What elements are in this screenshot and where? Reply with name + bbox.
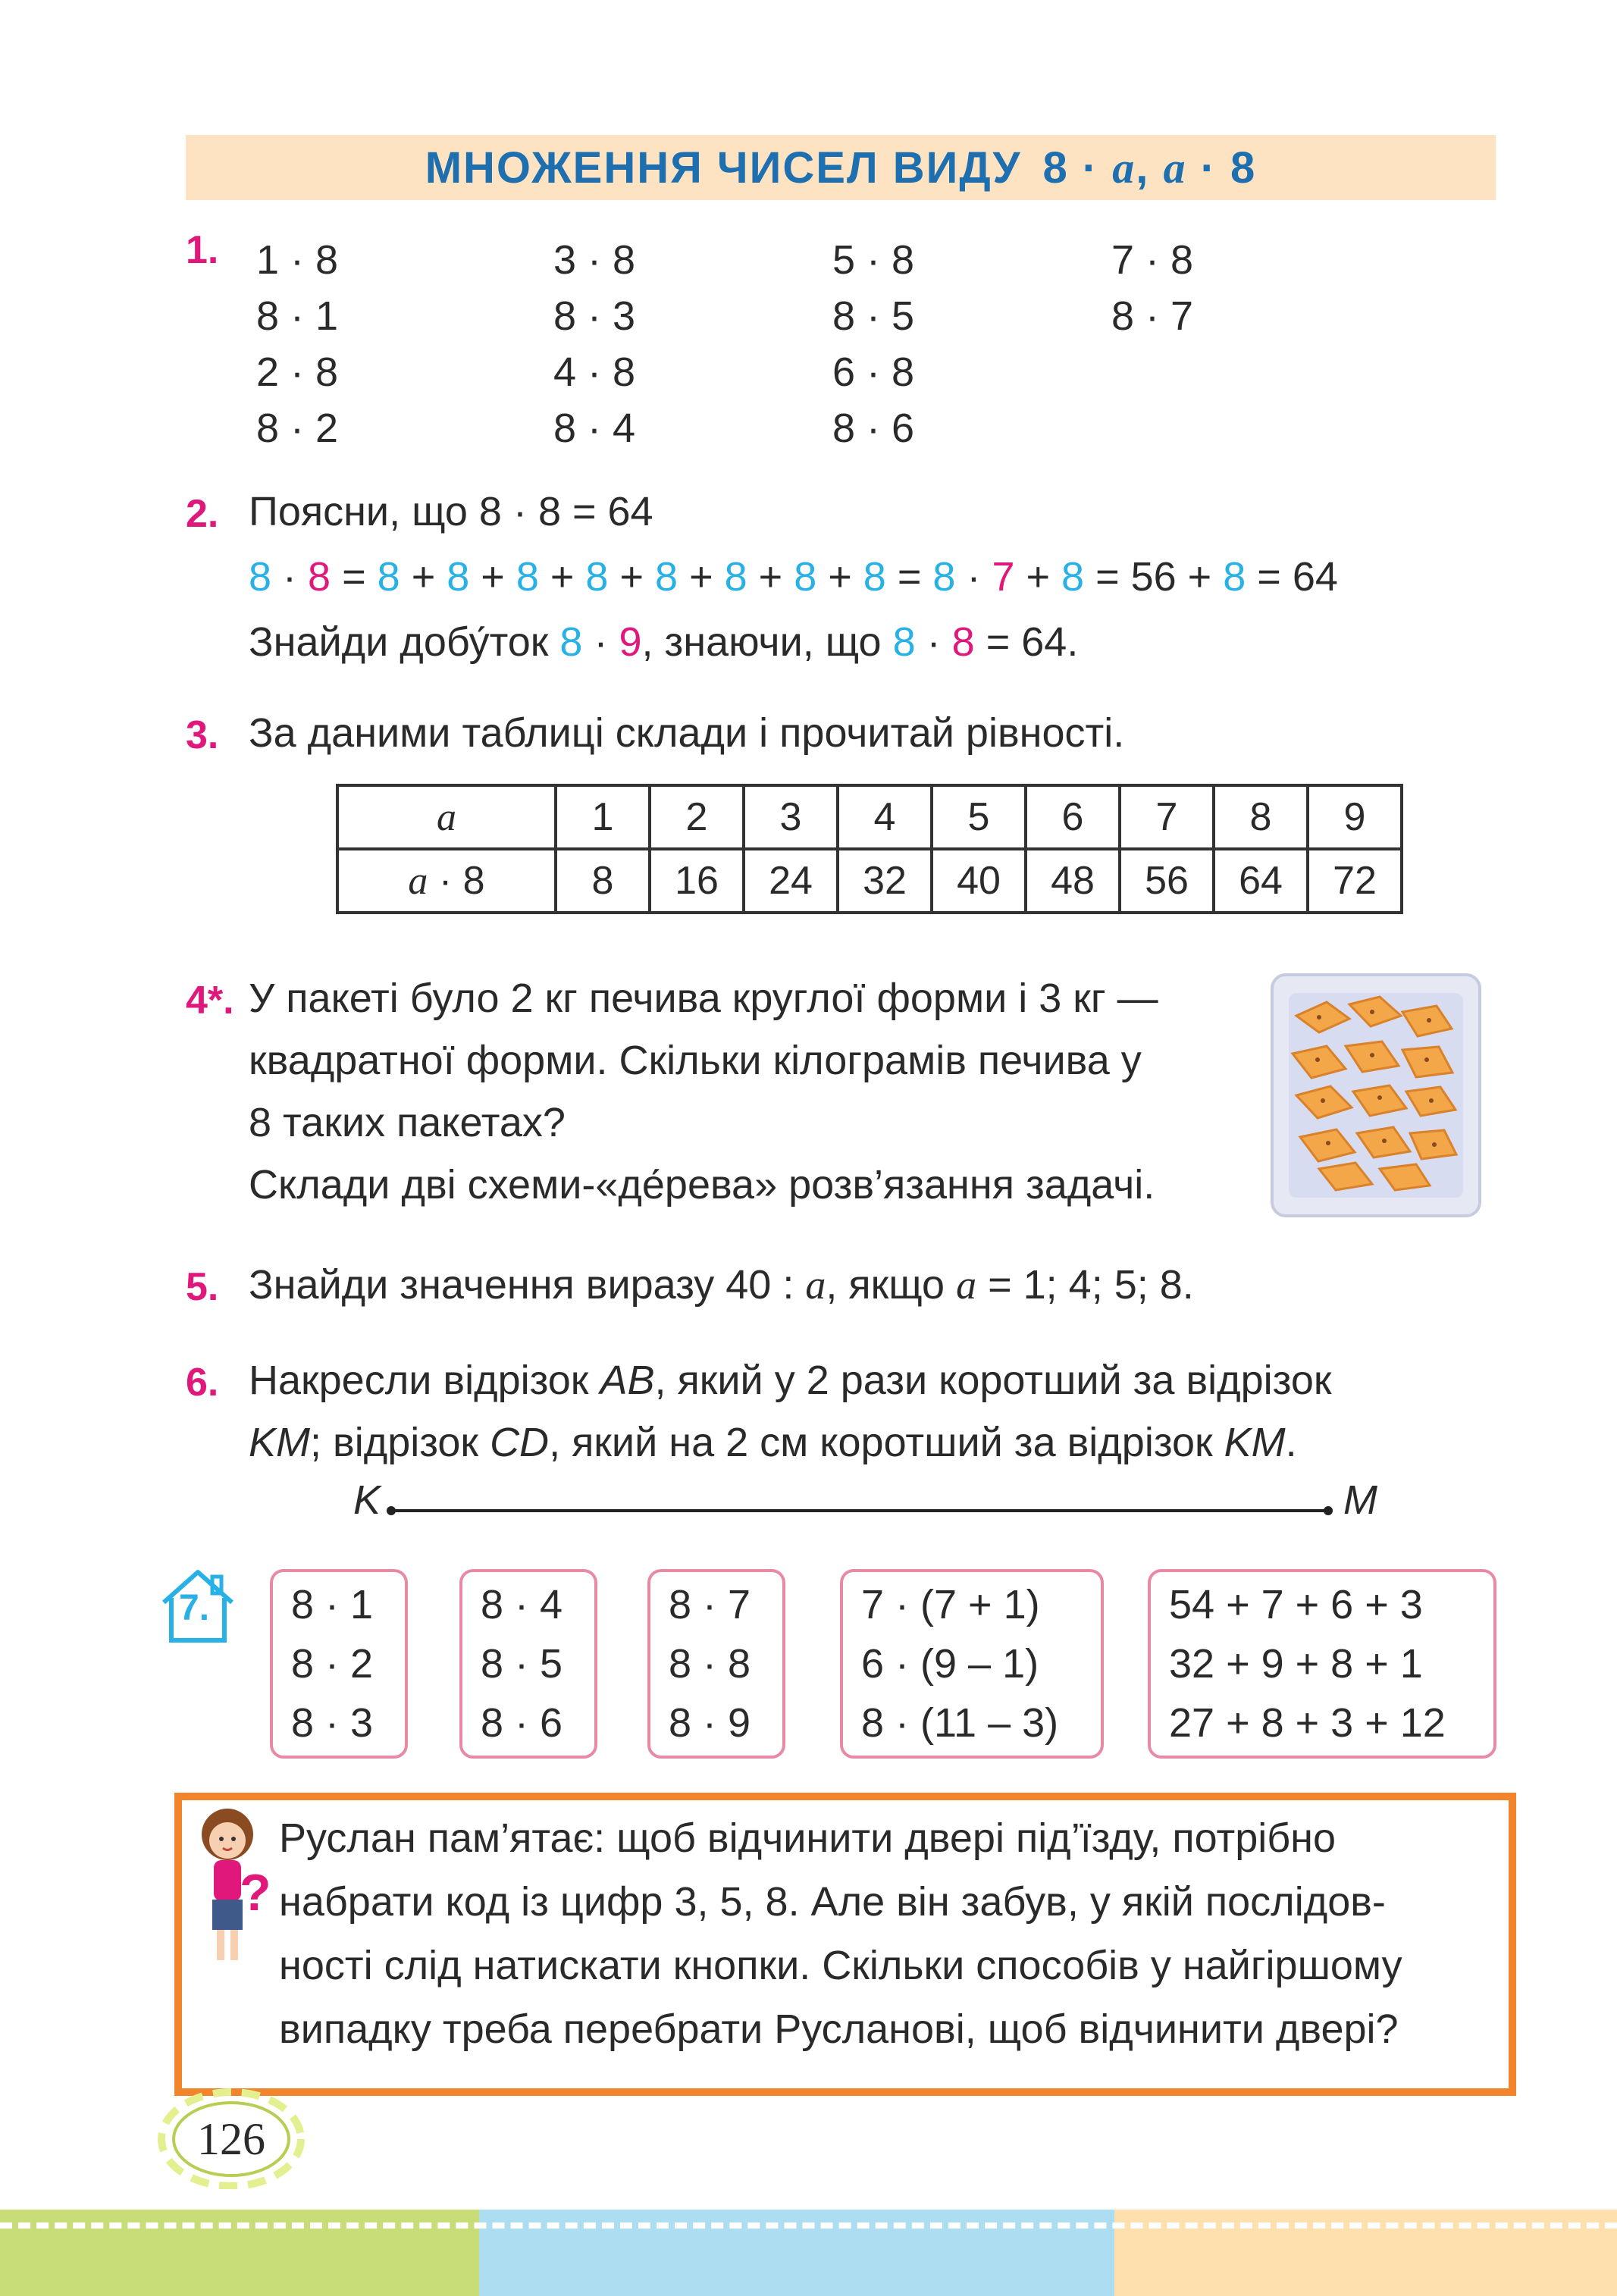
table-row bbox=[337, 849, 1402, 913]
page-number: 126 bbox=[197, 2114, 265, 2164]
exercise-7-expression: 8 · 2 bbox=[291, 1641, 374, 1687]
title-prefix: МНОЖЕННЯ ЧИСЕЛ ВИДУ bbox=[425, 143, 1022, 193]
table-cell-product: 40 bbox=[932, 849, 1026, 913]
exercise-number-6: 6. bbox=[186, 1361, 219, 1405]
exercise-7-box bbox=[647, 1569, 785, 1759]
exercise-number-7: 7. bbox=[179, 1588, 210, 1628]
exercise-7-expression: 8 · 4 bbox=[481, 1582, 563, 1627]
exercise-7-expression: 8 · 8 bbox=[669, 1641, 751, 1687]
page-title bbox=[186, 135, 1496, 200]
exercise-1-expression: 3 · 8 bbox=[553, 237, 636, 283]
table-cell-a: 5 bbox=[932, 785, 1026, 849]
table-cell-product: 48 bbox=[1026, 849, 1120, 913]
table-cell-product: 16 bbox=[650, 849, 744, 913]
svg-text:?: ? bbox=[240, 1864, 271, 1922]
point-k-label: K bbox=[353, 1477, 381, 1523]
exercise-number-4: 4*. bbox=[186, 979, 234, 1023]
exercise-1-expression: 4 · 8 bbox=[553, 349, 636, 395]
exercise-6-line1: Накресли відрізок AB, який у 2 рази коротший за відрізок bbox=[249, 1358, 1332, 1403]
exercise-7-expression: 27 + 8 + 3 + 12 bbox=[1169, 1700, 1446, 1746]
exercise-1-expression: 7 · 8 bbox=[1111, 237, 1194, 283]
exercise-1-expression: 8 · 7 bbox=[1111, 293, 1194, 339]
segment-km bbox=[387, 1505, 1333, 1514]
exercise-7-expression: 54 + 7 + 6 + 3 bbox=[1169, 1582, 1423, 1627]
exercise-4-line2: квадратної форми. Скільки кілограмів печива у bbox=[249, 1038, 1142, 1083]
exercise-4-line1: У пакеті було 2 кг печива круглої форми і 3 кг — bbox=[249, 976, 1158, 1021]
point-m-label: M bbox=[1343, 1477, 1377, 1523]
exercise-5-text: Знайди значення виразу 40 : a, якщо a = 1; 4; 5; 8. bbox=[249, 1262, 1194, 1308]
exercise-2-equation: 8 · 8 = 8 + 8 + 8 + 8 + 8 + 8 + 8 + 8 = 8 · 7 + 8 = 56 + 8 = 64 bbox=[249, 554, 1338, 600]
table-cell-a: 9 bbox=[1308, 785, 1402, 849]
table-cell-product: 8 bbox=[556, 849, 650, 913]
exercise-7-expression: 8 · 6 bbox=[481, 1700, 563, 1746]
exercise-1-expression: 8 · 2 bbox=[256, 406, 339, 451]
exercise-7-expression: 8 · 3 bbox=[291, 1700, 374, 1746]
exercise-3-text: За даними таблиці склади і прочитай рівності. bbox=[249, 710, 1125, 756]
exercise-6-line2: KM; відрізок CD, який на 2 см коротший за відрізок KM. bbox=[249, 1420, 1297, 1465]
exercise-1-expression: 2 · 8 bbox=[256, 349, 339, 395]
multiplication-table bbox=[336, 784, 1403, 914]
exercise-7-expression: 6 · (9 – 1) bbox=[861, 1641, 1039, 1687]
table-cell-a: 7 bbox=[1120, 785, 1214, 849]
table-cell-a: 4 bbox=[838, 785, 932, 849]
table-cell-product: 24 bbox=[744, 849, 838, 913]
exercise-1-expression: 6 · 8 bbox=[832, 349, 915, 395]
exercise-1-expression: 8 · 5 bbox=[832, 293, 915, 339]
table-cell-product: 32 bbox=[838, 849, 932, 913]
table-cell-a: 8 bbox=[1214, 785, 1308, 849]
exercise-number-2: 2. bbox=[186, 492, 219, 536]
exercise-1-expression: 1 · 8 bbox=[256, 237, 339, 283]
exercise-7-expression: 32 + 9 + 8 + 1 bbox=[1169, 1641, 1423, 1687]
exercise-2-line1: Поясни, що 8 · 8 = 64 bbox=[249, 489, 653, 534]
exercise-2-find: Знайди добу́ток 8 · 9, знаючи, що 8 · 8 = 64. bbox=[249, 619, 1079, 665]
exercise-number-3: 3. bbox=[186, 713, 219, 757]
exercise-1-expression: 8 · 4 bbox=[553, 406, 636, 451]
exercise-4-line3: 8 таких пакетах? bbox=[249, 1100, 566, 1145]
exercise-7-box bbox=[1148, 1569, 1496, 1759]
girl-question-icon bbox=[190, 1804, 273, 1971]
table-cell-a: 3 bbox=[744, 785, 838, 849]
footer-dashed-line bbox=[0, 2222, 1617, 2229]
riddle-line4: випадку треба перебрати Русланові, щоб відчинити двері? bbox=[279, 2006, 1399, 2052]
table-cell-a: 6 bbox=[1026, 785, 1120, 849]
exercise-7-expression: 8 · (11 – 3) bbox=[861, 1700, 1059, 1746]
exercise-7-expression: 8 · 9 bbox=[669, 1700, 751, 1746]
exercise-7-box bbox=[840, 1569, 1104, 1759]
riddle-line2: набрати код із цифр 3, 5, 8. Але він забув, у якій послідов- bbox=[279, 1879, 1386, 1925]
exercise-7-expression: 8 · 7 bbox=[669, 1582, 751, 1627]
table-cell-a: 1 bbox=[556, 785, 650, 849]
exercise-1-expression: 8 · 1 bbox=[256, 293, 339, 339]
riddle-line3: ності слід натискати кнопки. Скільки способів у найгіршому bbox=[279, 1943, 1402, 1988]
exercise-7-expression: 7 · (7 + 1) bbox=[861, 1582, 1040, 1627]
cookie-bag-illustration bbox=[1266, 970, 1486, 1220]
title-expression: 8 · a, a · 8 bbox=[1042, 143, 1257, 193]
table-row bbox=[337, 785, 1402, 849]
exercise-1-expression: 5 · 8 bbox=[832, 237, 915, 283]
exercise-number-5: 5. bbox=[186, 1265, 219, 1309]
exercise-7-box bbox=[459, 1569, 597, 1759]
table-cell-product: 56 bbox=[1120, 849, 1214, 913]
table-cell-product: 64 bbox=[1214, 849, 1308, 913]
table-cell-product: 72 bbox=[1308, 849, 1402, 913]
exercise-7-expression: 8 · 5 bbox=[481, 1641, 563, 1687]
exercise-1-expression: 8 · 6 bbox=[832, 406, 915, 451]
exercise-7-box bbox=[270, 1569, 408, 1759]
exercise-number-1: 1. bbox=[186, 228, 219, 272]
exercise-7-expression: 8 · 1 bbox=[291, 1582, 374, 1627]
riddle-line1: Руслан пам’ятає: щоб відчинити двері під’їзду, потрібно bbox=[279, 1815, 1337, 1861]
exercise-1-expression: 8 · 3 bbox=[553, 293, 636, 339]
table-cell-a: 2 bbox=[650, 785, 744, 849]
table-row-label-a: a bbox=[337, 785, 556, 849]
exercise-4-line4: Склади дві схеми-«де́рева» розв’язання задачі. bbox=[249, 1162, 1155, 1208]
table-row-label-a8: a · 8 bbox=[337, 849, 556, 913]
